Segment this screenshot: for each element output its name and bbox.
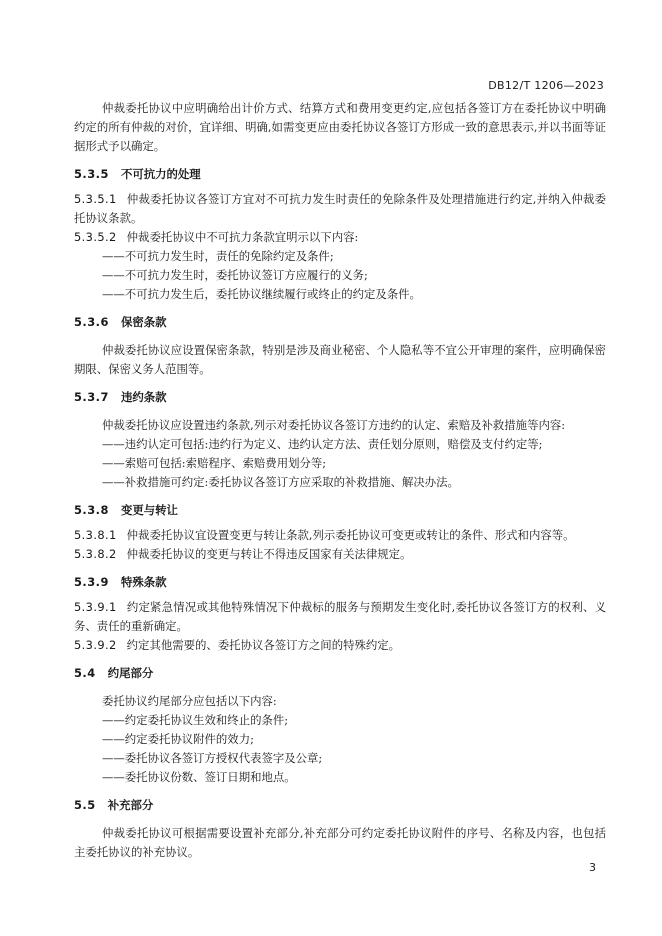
clause-number: 5.3.9.1	[74, 600, 117, 614]
section-title: 约尾部分	[107, 666, 154, 680]
clause-text: 仲裁委托协议各签订方宜对不可抗力发生时责任的免除条件及处理措施进行约定,并纳入仲裁委托协议条款。	[74, 192, 606, 225]
section-heading-5-3-8	[74, 501, 606, 520]
section-number: 5.3.8	[74, 503, 109, 517]
paragraph-closing-part: 委托协议约尾部分应包括以下内容:	[102, 694, 277, 708]
page-number: 3	[589, 861, 596, 874]
clause-number: 5.3.5.2	[74, 230, 117, 244]
list-item: ——索赔可包括:索赔程序、索赔费用划分等;	[102, 456, 327, 470]
list-item: ——约定委托协议附件的效力;	[102, 732, 254, 746]
section-title: 变更与转让	[120, 503, 178, 517]
list-item: ——违约认定可包括:违约行为定义、违约认定方法、责任划分原则，赔偿及支付约定等;	[102, 437, 543, 451]
section-number: 5.3.9	[74, 575, 109, 589]
section-heading-5-3-5	[74, 165, 606, 184]
section-heading-5-3-7	[74, 388, 606, 407]
clause-5-3-9-1	[74, 598, 606, 636]
document-body	[74, 99, 606, 862]
clause-text: 约定紧急情况或其他特殊情况下仲裁标的服务与预期发生变化时,委托协议各签订方的权利、义务、责任的重新确定。	[74, 600, 606, 633]
clause-number: 5.3.9.2	[74, 638, 117, 652]
clause-text: 仲裁委托协议中不可抗力条款宜明示以下内容:	[126, 230, 359, 244]
document-code: DB12/T 1206—2023	[488, 79, 604, 92]
section-heading-5-3-9	[74, 573, 606, 592]
clause-text: 约定其他需要的、委托协议各签订方之间的特殊约定。	[126, 638, 401, 652]
clause-5-3-8-1	[74, 526, 606, 545]
clause-5-3-5-1	[74, 190, 606, 228]
section-title: 保密条款	[120, 315, 167, 329]
list-item: ——委托协议份数、签订日期和地点。	[102, 770, 296, 784]
clause-5-3-5-2	[74, 228, 606, 247]
section-title: 不可抗力的处理	[120, 167, 201, 181]
list-item: ——不可抗力发生时，委托协议签订方应履行的义务;	[102, 268, 368, 282]
section-title: 补充部分	[107, 798, 154, 812]
section-number: 5.3.7	[74, 390, 109, 404]
section-heading-5-5	[74, 796, 606, 815]
section-number: 5.4	[74, 666, 96, 680]
section-title: 特殊条款	[120, 575, 167, 589]
clause-number: 5.3.8.2	[74, 547, 117, 561]
paragraph-confidentiality: 仲裁委托协议应设置保密条款，特别是涉及商业秘密、个人隐私等不宜公开审理的案件，应明确保密期限、保密义务人范围等。	[74, 343, 606, 376]
section-number: 5.5	[74, 798, 96, 812]
list-item: ——补救措施可约定:委托协议各签订方应采取的补救措施、解决办法。	[102, 475, 459, 489]
clause-number: 5.3.5.1	[74, 192, 117, 206]
clause-5-3-8-2	[74, 545, 606, 564]
section-number: 5.3.5	[74, 167, 109, 181]
list-item: ——委托协议各签订方授权代表签字及公章;	[102, 751, 323, 765]
list-item: ——约定委托协议生效和终止的条件;	[102, 713, 289, 727]
section-number: 5.3.6	[74, 315, 109, 329]
clause-text: 仲裁委托协议宜设置变更与转让条款,列示委托协议可变更或转让的条件、形式和内容等。	[126, 528, 575, 542]
paragraph-pricing: 仲裁委托协议中应明确给出计价方式、结算方式和费用变更约定,应包括各签订方在委托协议中明确约定的所有仲裁的对价，宜详细、明确,如需变更应由委托协议各签订方形成一致的意思表示,并以书面等证据形式予以确定。	[74, 101, 606, 153]
section-title: 违约条款	[120, 390, 167, 404]
list-item: ——不可抗力发生后，委托协议继续履行或终止的约定及条件。	[102, 287, 421, 301]
clause-number: 5.3.8.1	[74, 528, 117, 542]
section-heading-5-3-6	[74, 313, 606, 332]
paragraph-breach: 仲裁委托协议应设置违约条款,列示对委托协议各签订方违约的认定、索赔及补救措施等内容:	[102, 418, 566, 432]
section-heading-5-4	[74, 664, 606, 683]
clause-5-3-9-2	[74, 636, 606, 655]
clause-text: 仲裁委托协议的变更与转让不得违反国家有关法律规定。	[126, 547, 412, 561]
paragraph-supplement: 仲裁委托协议可根据需要设置补充部分,补充部分可约定委托协议附件的序号、名称及内容，也包括主委托协议的补充协议。	[74, 826, 606, 859]
list-item: ——不可抗力发生时，责任的免除约定及条件;	[102, 249, 334, 263]
